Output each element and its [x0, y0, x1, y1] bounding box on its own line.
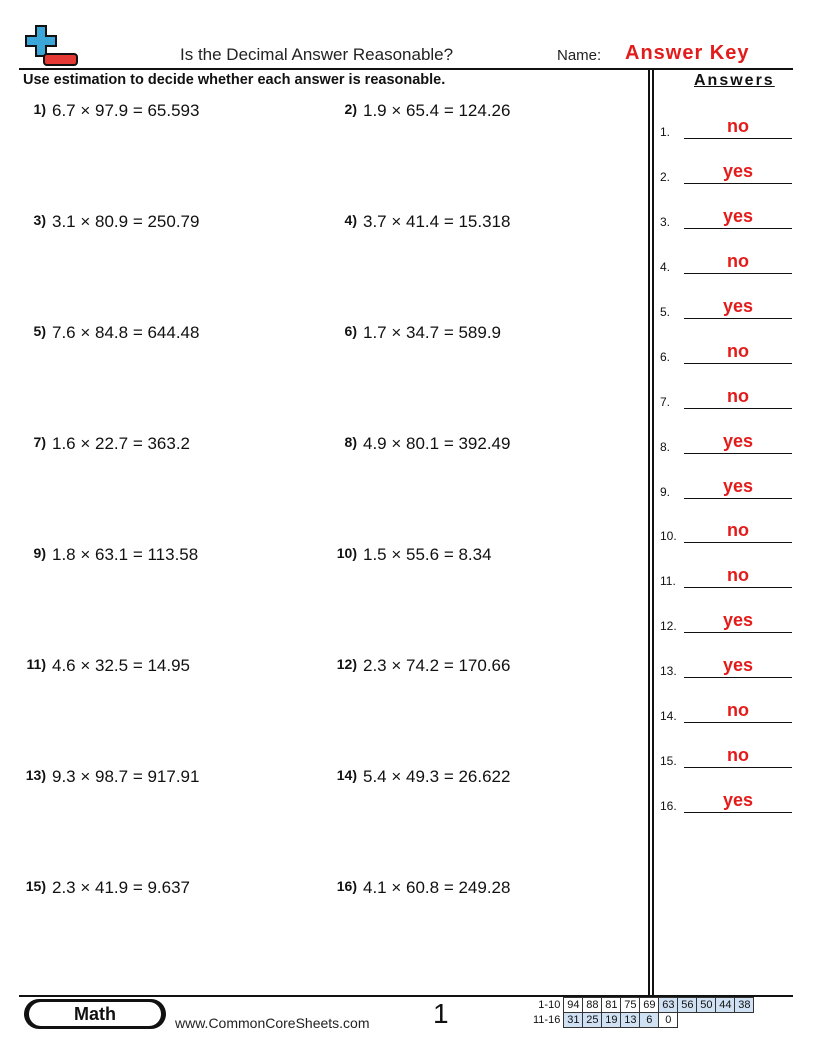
- answer-row-6: 6. no: [660, 340, 792, 364]
- answer-value: no: [727, 386, 749, 406]
- answer-row-1: 1. no: [660, 115, 792, 139]
- problem-3: 3) 3.1 × 80.9 = 250.79: [33, 212, 200, 231]
- subject-label: Math: [29, 1002, 161, 1026]
- answers-divider-right: [652, 69, 654, 995]
- score-row-11-16: 11-16 31 25 19 13 6 0: [531, 1013, 754, 1028]
- answer-value: no: [727, 745, 749, 765]
- score-table: [531, 997, 754, 1028]
- answer-row-5: 5. yes: [660, 295, 792, 319]
- answer-row-8: 8. yes: [660, 430, 792, 454]
- instructions: Use estimation to decide whether each answer is reasonable.: [23, 72, 446, 88]
- answer-row-4: 4. no: [660, 250, 792, 274]
- problem-6: 6) 1.7 × 34.7 = 589.9: [344, 323, 502, 342]
- answer-row-12: 12. yes: [660, 609, 792, 633]
- answer-value: yes: [722, 476, 754, 496]
- problem-11: 11) 4.6 × 32.5 = 14.95: [26, 656, 191, 675]
- problem-15: 15) 2.3 × 41.9 = 9.637: [25, 878, 191, 897]
- problem-16: 16) 4.1 × 60.8 = 249.28: [336, 878, 511, 897]
- problem-12: 12) 2.3 × 74.2 = 170.66: [336, 656, 511, 675]
- answer-value: no: [727, 520, 749, 540]
- problem-10: 10) 1.5 × 55.6 = 8.34: [336, 545, 492, 564]
- answers-header: Answers: [694, 72, 775, 89]
- answer-value: yes: [722, 790, 754, 810]
- answer-row-10: 10. no: [660, 519, 792, 543]
- answer-row-2: 2. yes: [660, 160, 792, 184]
- answer-row-11: 11. no: [660, 564, 792, 588]
- answer-row-7: 7. no: [660, 385, 792, 409]
- problem-1: 1) 6.7 × 97.9 = 65.593: [33, 101, 200, 120]
- name-label: Name:: [557, 47, 602, 64]
- website-link[interactable]: www.CommonCoreSheets.com: [175, 1015, 370, 1031]
- answer-row-16: 16. yes: [660, 789, 792, 813]
- problem-5: 5) 7.6 × 84.8 = 644.48: [33, 323, 200, 342]
- answer-value: no: [727, 565, 749, 585]
- answer-value: yes: [722, 610, 754, 630]
- problem-9: 9) 1.8 × 63.1 = 113.58: [33, 545, 199, 564]
- page-number: 1: [433, 998, 449, 1029]
- answer-value: no: [727, 341, 749, 361]
- worksheet-title: Is the Decimal Answer Reasonable?: [180, 45, 454, 64]
- answers-divider-left: [648, 69, 650, 995]
- answer-value: no: [727, 251, 749, 271]
- problem-13: 13) 9.3 × 98.7 = 917.91: [25, 767, 200, 786]
- answer-value: yes: [722, 655, 754, 675]
- problem-7: 7) 1.6 × 22.7 = 363.2: [33, 434, 191, 453]
- problem-2: 2) 1.9 × 65.4 = 124.26: [344, 101, 511, 120]
- answer-row-13: 13. yes: [660, 654, 792, 678]
- name-value: Answer Key: [625, 42, 750, 64]
- answer-value: no: [727, 116, 749, 136]
- answer-value: yes: [722, 296, 754, 316]
- answer-value: yes: [722, 206, 754, 226]
- problem-4: 4) 3.7 × 41.4 = 15.318: [344, 212, 511, 231]
- answer-value: yes: [722, 161, 754, 181]
- answer-row-14: 14. no: [660, 699, 792, 723]
- answer-row-9: 9. yes: [660, 475, 792, 499]
- problem-14: 14) 5.4 × 49.3 = 26.622: [336, 767, 511, 786]
- score-row-1-10: 1-10 94 88 81 75 69 63 56 50 44 38: [531, 998, 754, 1013]
- answer-value: no: [727, 700, 749, 720]
- problem-8: 8) 4.9 × 80.1 = 392.49: [344, 434, 511, 453]
- plus-minus-logo-icon: [22, 24, 80, 68]
- answer-row-3: 3. yes: [660, 205, 792, 229]
- header-rule: [19, 68, 793, 70]
- answer-row-15: 15. no: [660, 744, 792, 768]
- answer-value: yes: [722, 431, 754, 451]
